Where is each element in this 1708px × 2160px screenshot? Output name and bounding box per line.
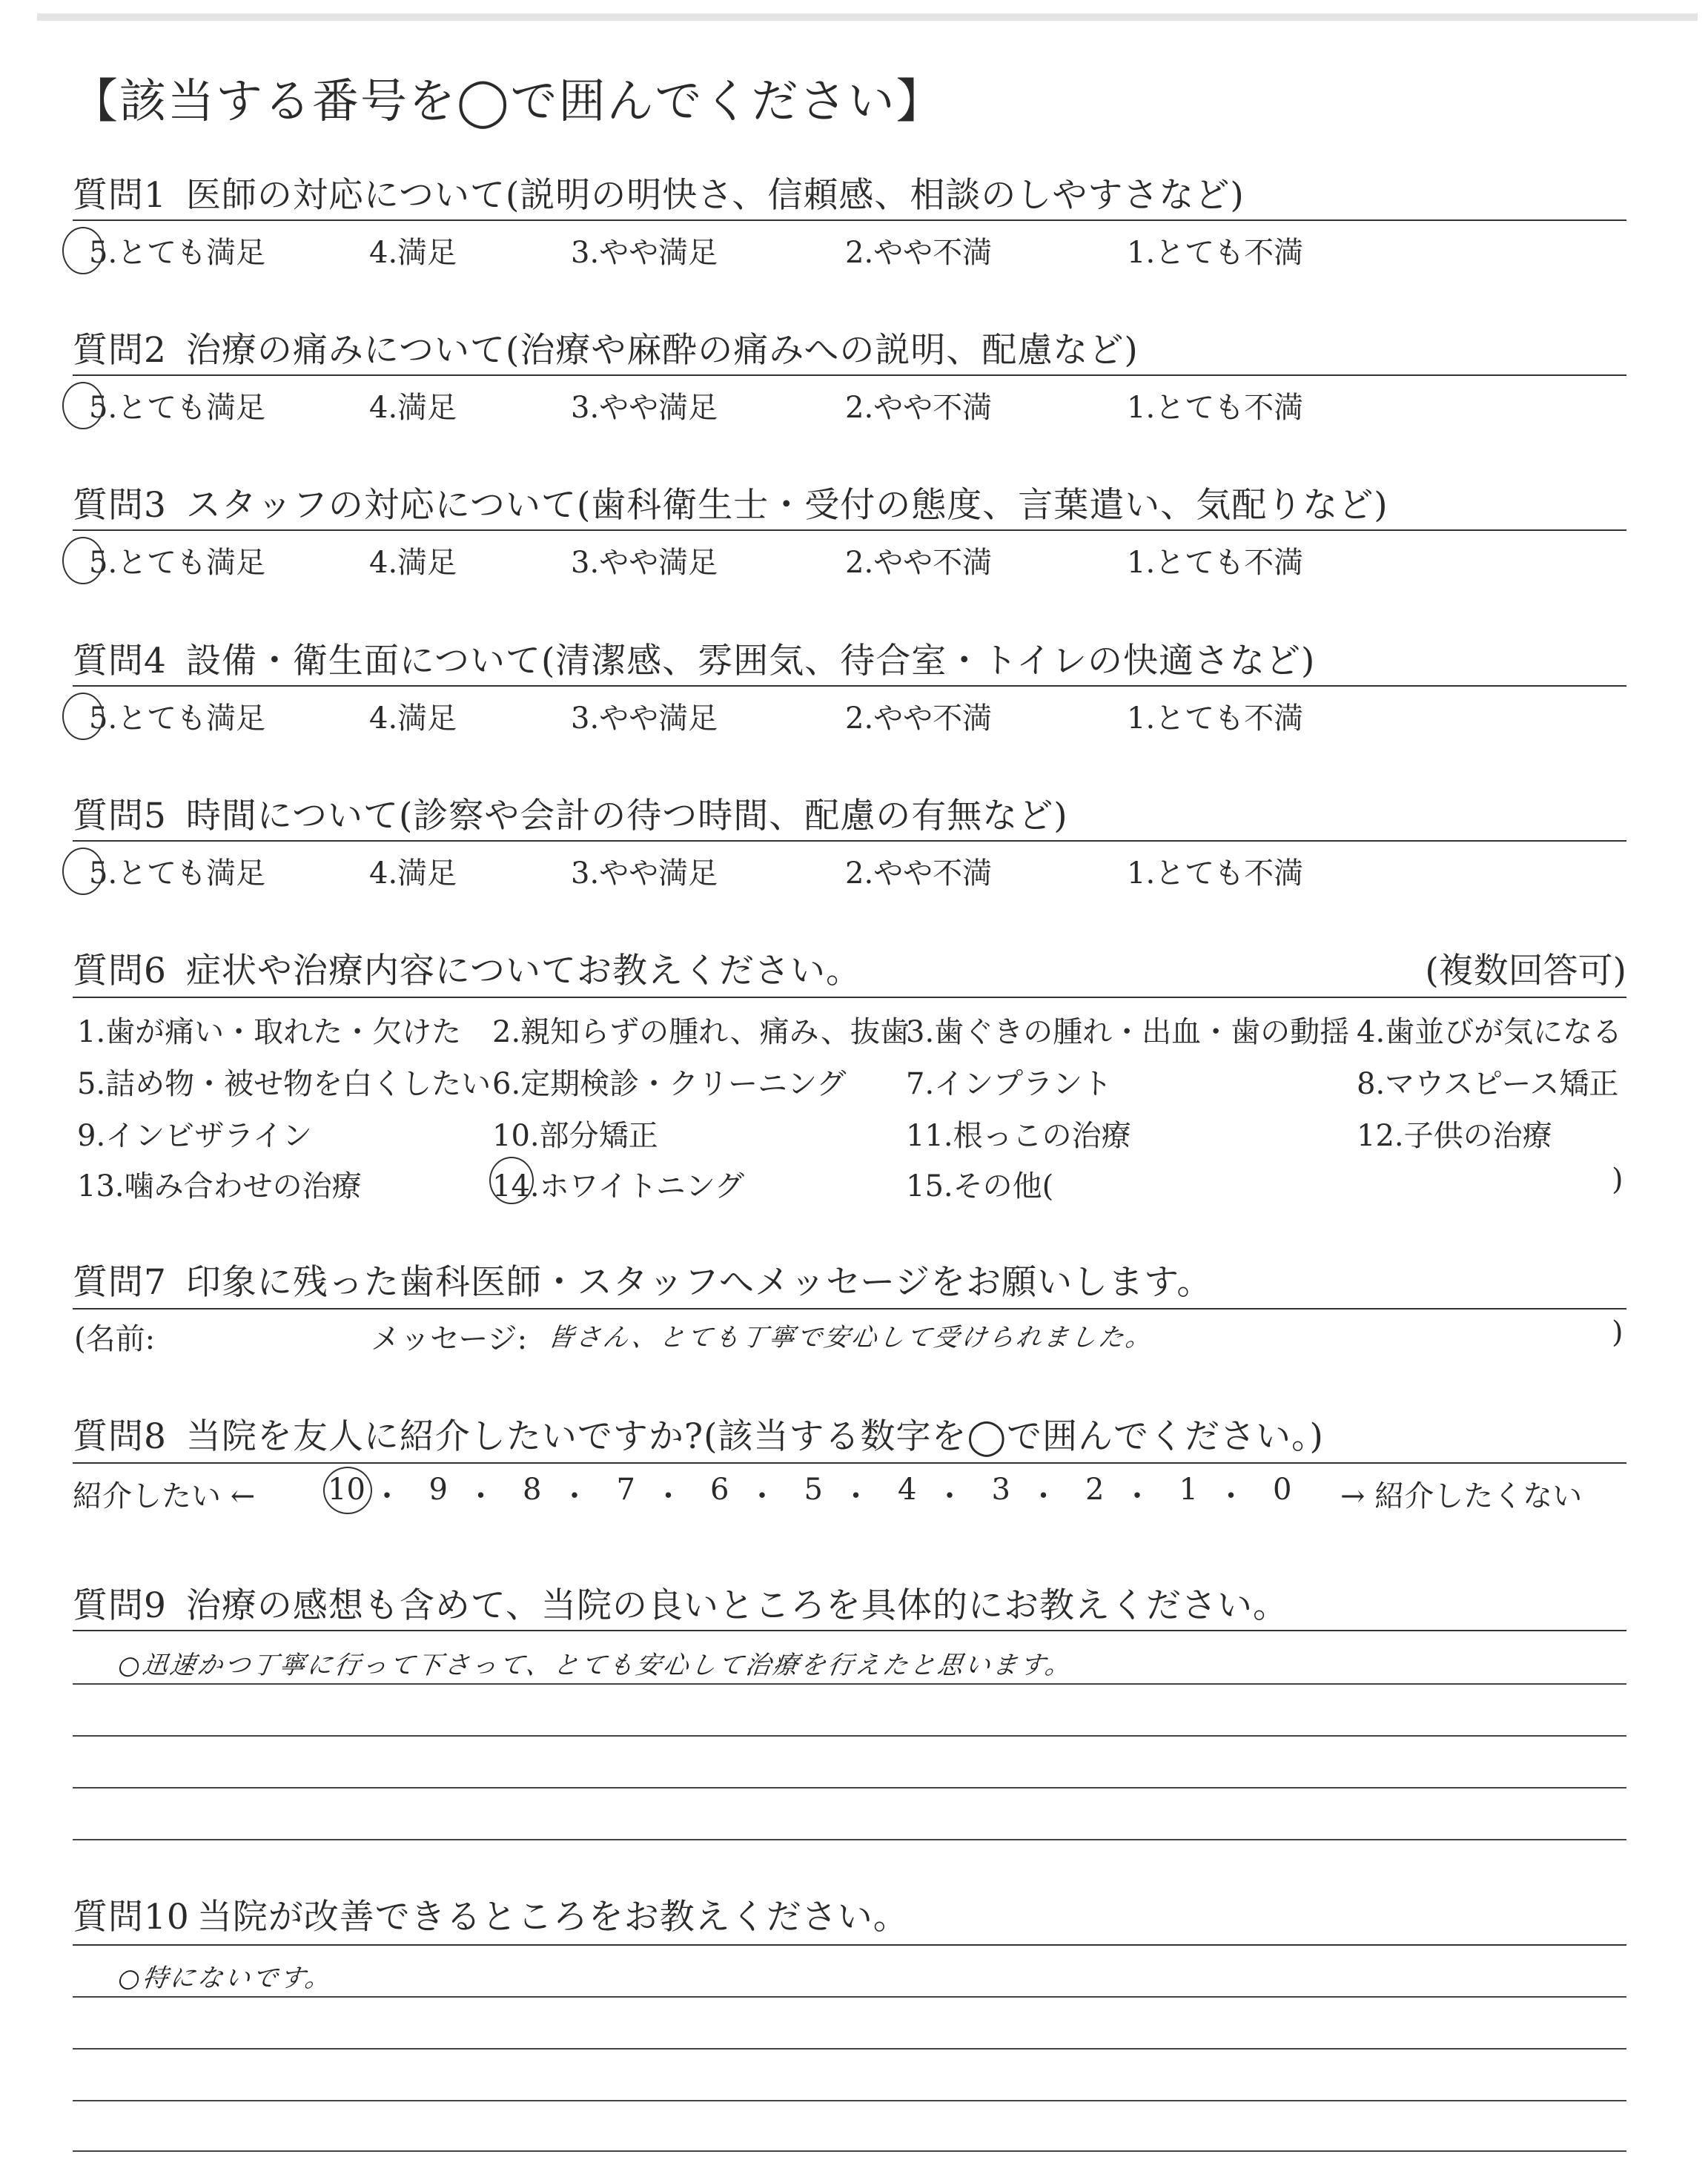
q3-option[interactable]: 4.満足 — [369, 546, 457, 580]
q9-answer-line — [73, 1683, 1626, 1685]
q6-text: 症状や治療内容についてお教えください。 — [185, 951, 861, 991]
q3-option[interactable]: 3.やや満足 — [571, 546, 718, 580]
q4-selected-circle — [62, 693, 104, 740]
q6-option[interactable]: 10.部分矯正 — [492, 1119, 658, 1153]
q7-handwritten-message: 皆さん、とても丁寧で安心して受けられました。 — [546, 1323, 1156, 1353]
q8-scale-value[interactable]: 5 — [804, 1473, 823, 1507]
q8-scale-separator: ・ — [372, 1479, 402, 1513]
q6-option[interactable]: 14.ホワイトニング — [492, 1169, 745, 1203]
q4-option[interactable]: 2.やや不満 — [845, 701, 993, 736]
q5-option[interactable]: 2.やや不満 — [845, 856, 993, 891]
q3-option[interactable]: 2.やや不満 — [845, 546, 993, 580]
q8-scale-separator: ・ — [653, 1479, 683, 1513]
q4-option[interactable]: 3.やや満足 — [571, 701, 718, 736]
q8-scale-value[interactable]: 7 — [616, 1473, 635, 1507]
q10-text: 当院が改善できるところをお教えください。 — [196, 1897, 909, 1938]
q8-scale-separator: ・ — [560, 1479, 589, 1513]
q7-name-label: (名前: — [74, 1322, 156, 1356]
q8-scale-value[interactable]: 3 — [991, 1473, 1010, 1507]
q8-scale-value[interactable]: 9 — [428, 1473, 448, 1507]
q8-scale-separator: ・ — [935, 1479, 964, 1513]
q10-answer-line — [73, 2048, 1626, 2050]
q3-rule — [73, 529, 1626, 531]
q8-right-label: → 紹介したくない — [1340, 1479, 1583, 1513]
q9-answer-line — [73, 1839, 1626, 1840]
q4-option[interactable]: 1.とても不満 — [1127, 701, 1304, 736]
q1-rule — [73, 219, 1626, 221]
q6-option[interactable]: 13.噛み合わせの治療 — [77, 1169, 362, 1203]
q8-scale-value[interactable]: 0 — [1273, 1473, 1292, 1507]
q8-scale-separator: ・ — [747, 1479, 777, 1513]
q5-number: 質問5 — [73, 796, 167, 836]
q9-handwritten-answer: ○迅速かつ丁寧に行って下さって、とても安心して治療を行えたと思います。 — [116, 1651, 1075, 1680]
q4-rule — [73, 685, 1626, 687]
q10-number: 質問10 — [73, 1897, 190, 1938]
q8-scale-value[interactable]: 2 — [1085, 1473, 1105, 1507]
q5-option[interactable]: 4.満足 — [369, 856, 457, 891]
q8-number: 質問8 — [73, 1416, 167, 1457]
q2-option[interactable]: 1.とても不満 — [1127, 391, 1304, 425]
q6-option[interactable]: 2.親知らずの腫れ、痛み、抜歯 — [492, 1015, 910, 1049]
q6-other-close-paren: ) — [1612, 1163, 1623, 1197]
q8-scale-separator: ・ — [1216, 1479, 1246, 1513]
q5-selected-circle — [62, 848, 104, 895]
q3-option[interactable]: 5.とても満足 — [89, 546, 266, 580]
q7-text: 印象に残った歯科医師・スタッフへメッセージをお願いします。 — [185, 1262, 1213, 1303]
q2-rule — [73, 374, 1626, 376]
q8-scale-value[interactable]: 1 — [1179, 1473, 1198, 1507]
q1-number: 質問1 — [73, 175, 167, 216]
q4-option[interactable]: 5.とても満足 — [89, 701, 266, 736]
q10-title — [73, 1889, 909, 1939]
q1-option[interactable]: 5.とても満足 — [89, 236, 266, 270]
q10-answer-line — [73, 2150, 1626, 2152]
q3-title — [73, 478, 1388, 527]
q2-selected-circle — [62, 382, 104, 429]
q2-number: 質問2 — [73, 330, 167, 371]
q10-answer-line — [73, 1996, 1626, 1998]
q6-option[interactable]: 1.歯が痛い・取れた・欠けた — [77, 1015, 462, 1049]
q10-rule — [73, 1944, 1626, 1946]
q4-number: 質問4 — [73, 641, 167, 681]
q1-option[interactable]: 4.満足 — [369, 236, 457, 270]
q7-rule — [73, 1308, 1626, 1309]
q6-option[interactable]: 15.その他( — [906, 1169, 1054, 1203]
q1-selected-circle — [62, 227, 104, 274]
q8-scale-value[interactable]: 4 — [898, 1473, 917, 1507]
q1-option[interactable]: 2.やや不満 — [845, 236, 993, 270]
q8-selected-circle — [323, 1467, 372, 1514]
q5-option[interactable]: 5.とても満足 — [89, 856, 266, 891]
q5-option[interactable]: 3.やや満足 — [571, 856, 718, 891]
q6-option[interactable]: 6.定期検診・クリーニング — [492, 1067, 847, 1101]
q1-title — [73, 168, 1245, 217]
q6-selected-circle — [489, 1157, 534, 1204]
q7-title — [73, 1255, 1212, 1304]
q5-text: 時間について(診察や会計の待つ時間、配慮の有無など) — [185, 796, 1068, 836]
q8-title — [73, 1409, 1324, 1459]
q6-option[interactable]: 3.歯ぐきの腫れ・出血・歯の動揺 — [906, 1015, 1350, 1049]
q9-title — [73, 1578, 1288, 1628]
q7-message-label: メッセージ: — [371, 1322, 528, 1356]
q3-selected-circle — [62, 537, 104, 584]
q8-scale-value[interactable]: 6 — [710, 1473, 729, 1507]
q2-option[interactable]: 5.とても満足 — [89, 391, 266, 425]
q6-number: 質問6 — [73, 951, 167, 991]
q7-close-paren: ) — [1612, 1315, 1623, 1350]
q8-scale-separator: ・ — [466, 1479, 496, 1513]
q10-answer-line — [73, 2100, 1626, 2101]
q2-option[interactable]: 2.やや不満 — [845, 391, 993, 425]
q6-rule — [73, 997, 1626, 998]
q6-title — [73, 943, 861, 993]
q9-rule — [73, 1630, 1626, 1631]
q1-option[interactable]: 1.とても不満 — [1127, 236, 1304, 270]
q10-handwritten-answer: ○特にないです。 — [116, 1964, 335, 1993]
q4-text: 設備・衛生面について(清潔感、雰囲気、待合室・トイレの快適さなど) — [185, 641, 1316, 681]
q2-title — [73, 323, 1139, 372]
q9-number: 質問9 — [73, 1585, 167, 1626]
q8-scale-separator: ・ — [1122, 1479, 1152, 1513]
q6-option[interactable]: 8.マウスピース矯正 — [1357, 1067, 1619, 1101]
q8-scale-value[interactable]: 8 — [523, 1473, 542, 1507]
q9-text: 治療の感想も含めて、当院の良いところを具体的にお教えください。 — [185, 1585, 1288, 1626]
q6-option[interactable]: 12.子供の治療 — [1357, 1119, 1552, 1153]
q6-option[interactable]: 4.歯並びが気になる — [1357, 1015, 1623, 1049]
q3-text: スタッフの対応について(歯科衛生士・受付の態度、言葉遣い、気配りなど) — [185, 485, 1388, 526]
q3-number: 質問3 — [73, 485, 167, 526]
q6-multiple-note: (複数回答可) — [1425, 951, 1626, 991]
q5-title — [73, 788, 1068, 838]
q5-rule — [73, 840, 1626, 842]
q4-title — [73, 633, 1315, 683]
q1-option[interactable]: 3.やや満足 — [571, 236, 718, 270]
q6-option[interactable]: 7.インプラント — [906, 1067, 1113, 1101]
q8-text: 当院を友人に紹介したいですか?(該当する数字を◯で囲んでください。) — [185, 1416, 1324, 1457]
q1-text: 医師の対応について(説明の明快さ、信頼感、相談のしやすさなど) — [185, 175, 1245, 216]
q8-left-label: 紹介したい ← — [73, 1479, 256, 1513]
q2-option[interactable]: 3.やや満足 — [571, 391, 718, 425]
q5-option[interactable]: 1.とても不満 — [1127, 856, 1304, 891]
q8-rule — [73, 1462, 1626, 1464]
q8-scale-separator: ・ — [1028, 1479, 1059, 1513]
q2-option[interactable]: 4.満足 — [369, 391, 457, 425]
q6-option[interactable]: 9.インビザライン — [77, 1119, 312, 1153]
q9-answer-line — [73, 1735, 1626, 1737]
q4-option[interactable]: 4.満足 — [369, 701, 457, 736]
q8-scale-value[interactable]: 10 — [328, 1473, 365, 1507]
form-header: 【該当する番号を◯で囲んでください】 — [71, 74, 944, 128]
q6-option[interactable]: 11.根っこの治療 — [906, 1119, 1131, 1153]
q6-option[interactable]: 5.詰め物・被せ物を白くしたい — [77, 1067, 491, 1101]
q8-scale-separator: ・ — [841, 1479, 871, 1513]
q9-answer-line — [73, 1787, 1626, 1789]
q2-text: 治療の痛みについて(治療や麻酔の痛みへの説明、配慮など) — [185, 330, 1139, 371]
q3-option[interactable]: 1.とても不満 — [1127, 546, 1304, 580]
q7-number: 質問7 — [73, 1262, 167, 1303]
scan-top-edge — [37, 13, 1698, 21]
